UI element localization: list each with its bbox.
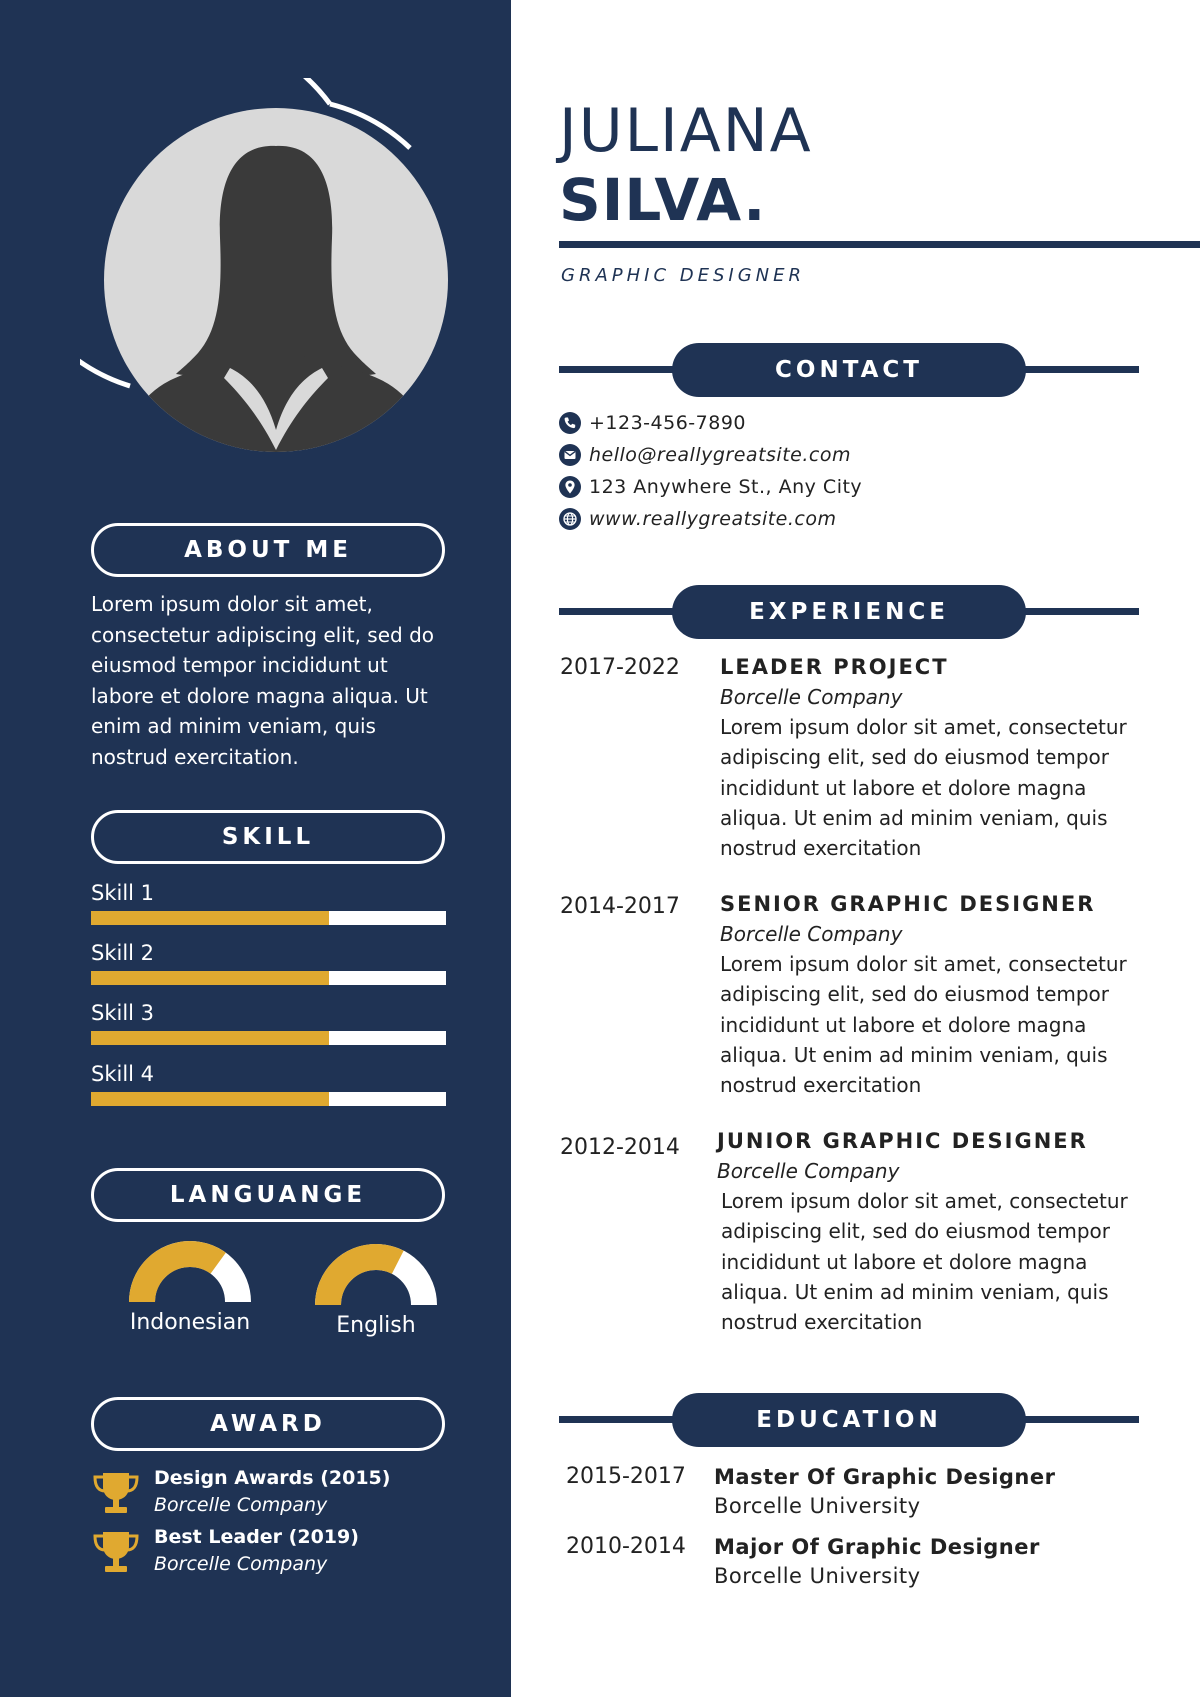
last-name: SILVA.	[559, 166, 767, 234]
mail-icon	[559, 444, 581, 466]
award-title: Design Awards (2015)	[154, 1467, 391, 1489]
website-link[interactable]: www.reallygreatsite.com	[589, 508, 837, 530]
education-item	[714, 1463, 1055, 1521]
skill-bar-fill	[91, 971, 329, 985]
skill-item	[91, 1061, 446, 1106]
experience-company: Borcelle Company	[720, 685, 903, 709]
skill-item	[91, 880, 446, 925]
skill-bar	[91, 971, 446, 985]
contact-website	[559, 505, 836, 533]
first-name: JULIANA	[559, 96, 813, 166]
skill-label: Skill 2	[91, 941, 155, 965]
award-item	[91, 1467, 481, 1521]
experience-years: 2014-2017	[560, 894, 680, 919]
sidebar	[0, 0, 511, 1697]
profile-photo	[80, 78, 472, 470]
email-address[interactable]: hello@reallygreatsite.com	[589, 444, 851, 466]
language-label: Indonesian	[129, 1310, 251, 1335]
education-years: 2015-2017	[566, 1464, 686, 1489]
experience-years: 2017-2022	[560, 655, 680, 680]
language-gauge	[125, 1238, 255, 1304]
experience-description: Lorem ipsum dolor sit amet, consectetur adipiscing elit, sed do eiusmod tempor incididunt ut labore et dolore magna aliqua. Ut enim ad minim veniam, quis nostrud exercitation	[720, 715, 1127, 861]
skill-bar-fill	[91, 911, 329, 925]
skill-item	[91, 940, 446, 985]
skill-bar	[91, 1031, 446, 1045]
address: 123 Anywhere St., Any City	[589, 476, 863, 498]
phone-icon	[559, 412, 581, 434]
experience-heading: EXPERIENCE	[672, 585, 1026, 639]
award-item	[91, 1526, 481, 1580]
contact-phone	[559, 409, 746, 437]
experience-role: LEADER PROJECT	[720, 655, 949, 679]
experience-description: Lorem ipsum dolor sit amet, consectetur adipiscing elit, sed do eiusmod tempor incididunt ut labore et dolore magna aliqua. Ut enim ad minim veniam, quis nostrud exercitation	[720, 952, 1127, 1098]
job-title: GRAPHIC DESIGNER	[561, 265, 806, 286]
experience-role: SENIOR GRAPHIC DESIGNER	[720, 892, 1096, 916]
education-item	[714, 1533, 1040, 1591]
skill-heading: SKILL	[91, 810, 445, 864]
language-label: English	[336, 1313, 416, 1338]
education-degree: Master Of Graphic Designer	[714, 1465, 1056, 1489]
language-gauge-fill	[142, 1254, 218, 1302]
education-degree: Major Of Graphic Designer	[714, 1535, 1040, 1559]
skill-label: Skill 4	[91, 1062, 155, 1086]
award-company: Borcelle Company	[154, 1553, 328, 1575]
skill-bar	[91, 911, 446, 925]
skill-label: Skill 3	[91, 1001, 155, 1025]
contact-address	[559, 473, 862, 501]
language-gauge	[311, 1241, 441, 1307]
experience-company: Borcelle Company	[720, 922, 903, 946]
language-gauge-fill	[328, 1257, 398, 1305]
location-pin-icon	[559, 476, 581, 498]
education-school: Borcelle University	[714, 1494, 921, 1518]
trophy-icon	[91, 1528, 141, 1578]
phone-number: +123-456-7890	[589, 412, 747, 434]
skill-item	[91, 1000, 446, 1045]
skill-bar-fill	[91, 1092, 329, 1106]
experience-description: Lorem ipsum dolor sit amet, consectetur adipiscing elit, sed do eiusmod tempor incididunt ut labore et dolore magna aliqua. Ut enim ad minim veniam, quis nostrud exercitation	[721, 1189, 1128, 1335]
education-heading: EDUCATION	[672, 1393, 1026, 1447]
award-company: Borcelle Company	[154, 1494, 328, 1516]
experience-role: JUNIOR GRAPHIC DESIGNER	[717, 1129, 1088, 1153]
skill-bar	[91, 1092, 446, 1106]
language-heading: LANGUANGE	[91, 1168, 445, 1222]
name-divider	[559, 241, 1200, 248]
language-item	[110, 1238, 270, 1335]
education-years: 2010-2014	[566, 1534, 686, 1559]
experience-years: 2012-2014	[560, 1135, 680, 1160]
about-heading: ABOUT ME	[91, 523, 445, 577]
education-school: Borcelle University	[714, 1564, 921, 1588]
trophy-icon	[91, 1469, 141, 1519]
award-title: Best Leader (2019)	[154, 1526, 359, 1548]
avatar-silhouette-icon	[80, 78, 472, 470]
experience-item	[720, 652, 1140, 863]
globe-icon	[559, 508, 581, 530]
skill-bar-fill	[91, 1031, 329, 1045]
contact-email	[559, 441, 851, 469]
language-item	[296, 1241, 456, 1338]
award-heading: AWARD	[91, 1397, 445, 1451]
contact-heading: CONTACT	[672, 343, 1026, 397]
experience-item	[720, 889, 1140, 1100]
experience-item	[717, 1126, 1137, 1337]
about-text: Lorem ipsum dolor sit amet, consectetur adipiscing elit, sed do eiusmod tempor incididunt ut labore et dolore magna aliqua. Ut enim ad minim veniam, quis nostrud exercitation.	[91, 592, 435, 769]
experience-company: Borcelle Company	[717, 1159, 900, 1183]
skill-label: Skill 1	[91, 881, 155, 905]
